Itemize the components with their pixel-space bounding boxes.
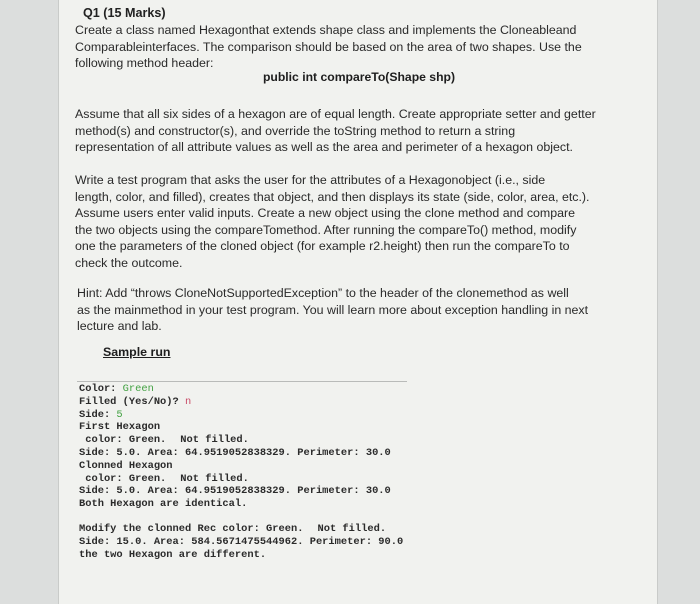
console-text: Not filled. [180,472,249,485]
console-prompt: Color: [79,383,123,395]
console-text: Not filled. [317,523,387,535]
console-text: Not filled. [180,434,249,447]
method-header: public int compareTo(Shape shp) [262,70,456,84]
modified-stats: Side: 15.0. Area: 584.5671475544962. Perimeter: 90.0 [79,535,404,548]
cloned-hexagon-heading: Clonned Hexagon [79,459,173,472]
assume-line: method(s) and constructor(s), and override the toString method to return a string [75,123,516,138]
color-prompt-line [79,383,391,396]
modified-color-line [79,523,403,536]
sample-run-label: Sample run [103,345,171,359]
assume-line: representation of all attribute values as well as the area and perimeter of a hexagon object. [75,140,573,155]
test-program-line: length, color, and filled), creates that object, and then displays its state (side, color, area, etc.). [75,189,590,204]
different-message: the two Hexagon are different. [79,548,267,561]
intro-line: following method header: [75,56,214,71]
identical-message: Both Hexagon are identical. [79,498,248,511]
test-program-line: check the outcome. [75,255,183,270]
intro-line: Comparableinterfaces. The comparison should be based on the area of two shapes. Use the [75,39,582,54]
console-text: color: Green. [79,472,167,485]
first-hexagon-stats: Side: 5.0. Area: 64.9519052838329. Perimeter: 30.0 [79,446,391,459]
console-text: color: Green. [79,434,167,447]
assume-paragraph [75,106,635,156]
console-output-modified [79,523,403,561]
console-output [79,383,391,511]
intro-paragraph [75,22,635,72]
cloned-hexagon-stats: Side: 5.0. Area: 64.9519052838329. Perimeter: 30.0 [79,485,391,498]
console-user-input: n [185,395,192,408]
test-program-line: Write a test program that asks the user for the attributes of a Hexagonobject (i.e., side [75,173,546,187]
question-title: Q1 (15 Marks) [83,6,166,20]
assume-line: Assume that all six sides of a hexagon are of equal length. Create appropriate setter and getter [75,107,596,121]
question-page [58,0,658,604]
console-user-input: 5 [116,408,123,421]
console-prompt: Side: [79,408,117,421]
sample-run-divider [77,381,407,382]
first-hexagon-heading: First Hexagon [79,421,161,434]
console-text: Modify the clonned Rec color: Green. [79,523,304,535]
hint-line: as the mainmethod in your test program. You will learn more about exception handling in next [77,302,589,317]
console-prompt: Filled (Yes/No)? [79,395,186,408]
test-program-line: one the parameters of the cloned object (for example r2.height) then run the compareTo to [75,239,570,254]
hint-line: lecture and lab. [77,319,162,334]
console-user-input: Green [122,383,154,395]
cloned-hexagon-color-line [79,473,391,486]
side-prompt-line [79,409,391,422]
hint-paragraph [77,285,637,335]
test-program-paragraph [75,172,635,272]
filled-prompt-line [79,396,391,409]
first-hexagon-color-line [79,434,391,447]
hint-line: Hint: Add “throws CloneNotSupportedException” to the header of the clonemethod as well [77,286,569,300]
intro-line: Create a class named Hexagonthat extends shape class and implements the Cloneableand [75,23,577,37]
test-program-line: the two objects using the compareTomethod. After running the compareTo() method, modify [75,222,577,237]
test-program-line: Assume users enter valid inputs. Create a new object using the clone method and compare [75,206,576,221]
